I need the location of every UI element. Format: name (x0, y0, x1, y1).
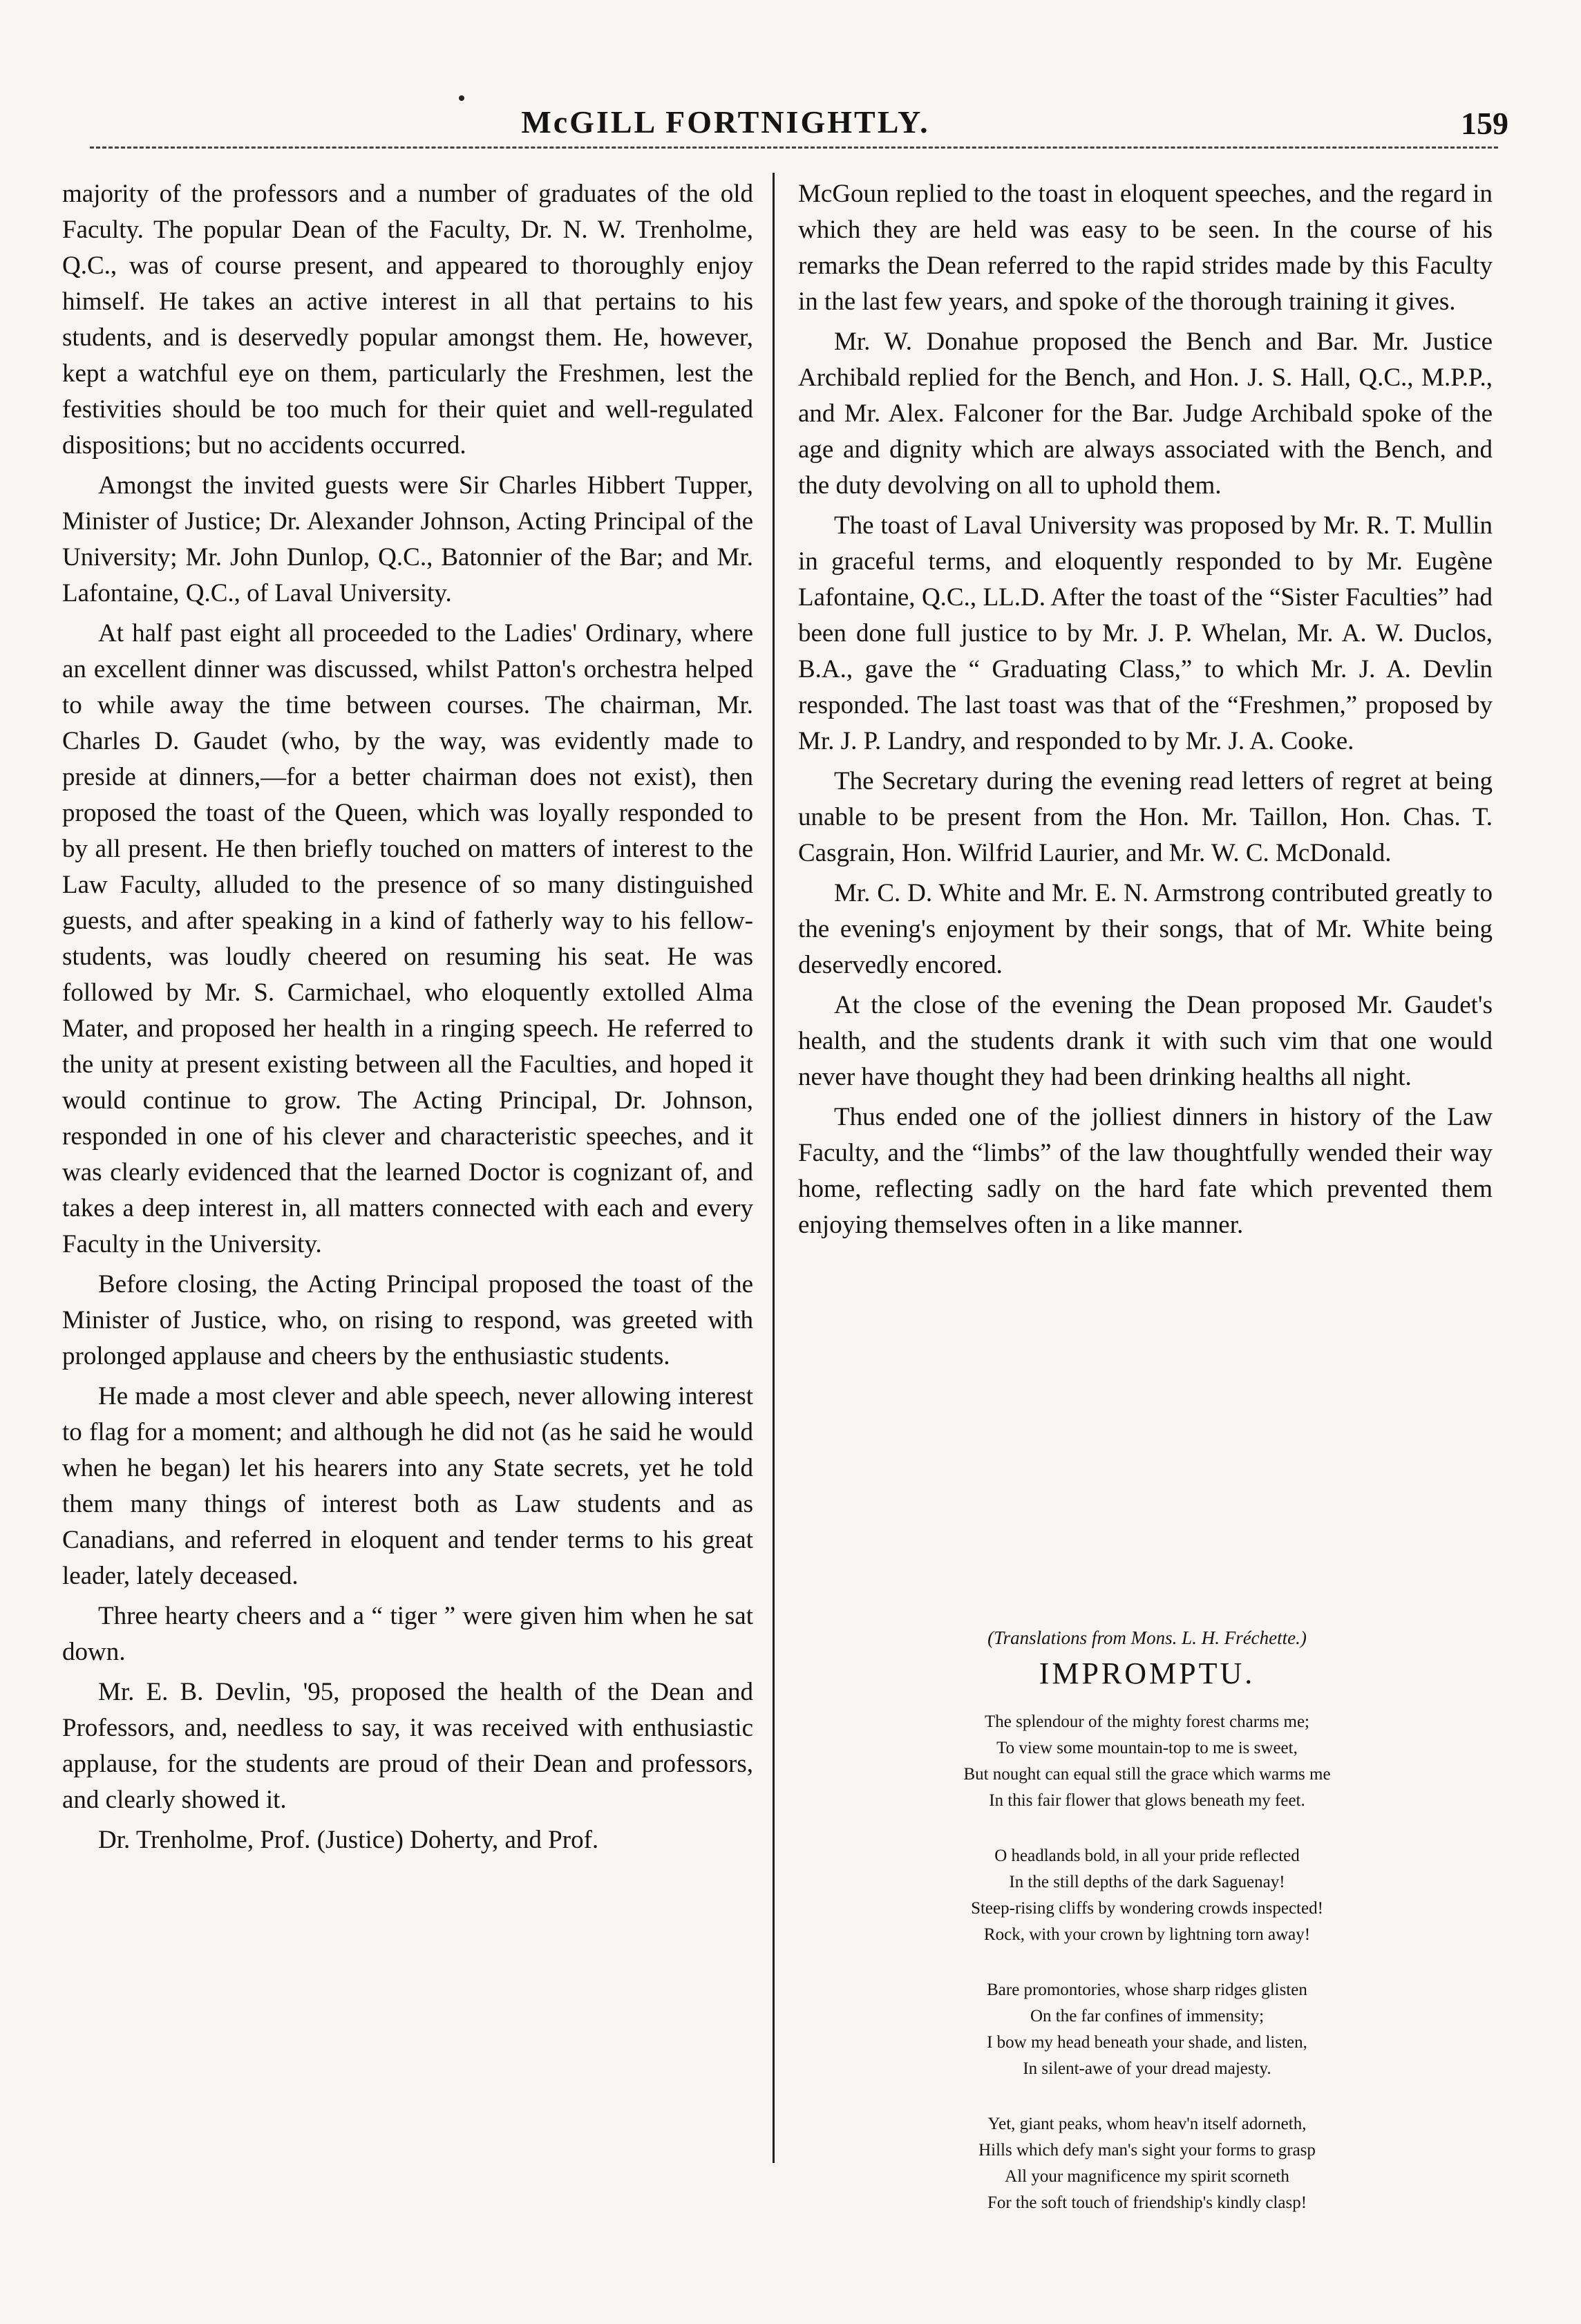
paragraph: Thus ended one of the jolliest dinners in history of the Law Faculty, and the “limbs” of the law thoughtfully wended their way home, reflecting sadly on the hard fate which prevented them enjoying themselves often in a like manner. (798, 1103, 1493, 1239)
paragraph: At half past eight all proceeded to the Ladies' Ordinary, where an excellent dinner was discussed, whilst Patton's orchestra helped to while away the time between courses. The chairman, Mr. Charles D. Gaudet (who, by the way, was evidently made to preside at dinners,—for a better chairman does not exist), then proposed the toast of the Queen, which was loyally responded to by all present. He then briefly touched on matters of interest to the Law Faculty, alluded to the presence of so many distinguished guests, and after speaking in a kind of fatherly way to his fellow-students, was loudly cheered on resuming his seat. He was followed by Mr. S. Carmichael, who eloquently extolled Alma Mater, and proposed her health in a ringing speech. He referred to the unity at present existing between all the Faculties, and hoped it would continue to grow. The Acting Principal, Dr. Johnson, responded in one of his clever and characteristic speeches, and it was clearly evidenced that the learned Doctor is cognizant of, and takes a deep interest in, all matters connected with each and every Faculty in the University. (62, 619, 753, 1258)
paragraph: Mr. E. B. Devlin, '95, proposed the health of the Dean and Professors, and, needless to say, it was received with enthusiastic applause, for the students are proud of their Dean and professors, and clearly showed it. (62, 1678, 753, 1814)
paragraph: The toast of Laval University was proposed by Mr. R. T. Mullin in graceful terms, and eloquently responded to by Mr. Eugène Lafontaine, Q.C., LL.D. After the toast of the “Sister Faculties” had been done full justice to by Mr. J. P. Whelan, Mr. A. W. Duclos, B.A., gave the “ Graduating Class,” to which Mr. J. A. Devlin responded. The last toast was that of the “Freshmen,” proposed by Mr. J. P. Landry, and responded to by Mr. J. A. Cooke. (798, 511, 1493, 755)
poem-line: The splendour of the mighty forest charms me; (984, 1712, 1310, 1731)
paragraph: majority of the professors and a number of graduates of the old Faculty. The popular Dean of the Faculty, Dr. N. W. Trenholme, Q.C., was of course present, and appeared to thoroughly enjoy himself. He takes an active interest in all that pertains to his students, and is deservedly popular amongst them. He, however, kept a watchful eye on them, particularly the Freshmen, lest the festivities should be too much for their quiet and well-regulated dispositions; but no accidents occurred. (62, 180, 753, 460)
paragraph: Amongst the invited guests were Sir Charles Hibbert Tupper, Minister of Justice; Dr. Alexander Johnson, Acting Principal of the University; Mr. John Dunlop, Q.C., Batonnier of the Bar; and Mr. Lafontaine, Q.C., of Laval University. (62, 471, 753, 607)
right-column (798, 176, 1493, 1247)
poem-line: In this fair flower that glows beneath my feet. (989, 1791, 1305, 1810)
header-dot-ornament (459, 95, 464, 101)
paragraph: McGoun replied to the toast in eloquent speeches, and the regard in which they are held was easy to be seen. In the course of his remarks the Dean referred to the rapid strides made by this Faculty in the last few years, and spoke of the thorough training it gives. (798, 180, 1493, 316)
poem-stanza (802, 1843, 1493, 1948)
paragraph: Dr. Trenholme, Prof. (Justice) Doherty, and Prof. (98, 1826, 599, 1854)
poem-line: Hills which defy man's sight your forms to grasp (978, 2141, 1316, 2160)
page-number: 159 (1461, 106, 1508, 141)
paragraph: Mr. C. D. White and Mr. E. N. Armstrong contributed greatly to the evening's enjoyment by their songs, that of Mr. White being deservedly encored. (798, 879, 1493, 979)
paragraph: At the close of the evening the Dean proposed Mr. Gaudet's health, and the students drank it with such vim that one would never have thought they had been drinking healths all night. (798, 991, 1493, 1091)
poem-stanza (802, 2111, 1493, 2216)
poem-line: Rock, with your crown by lightning torn away! (983, 1925, 1311, 1944)
poem-line: I bow my head beneath your shade, and listen, (987, 2033, 1307, 2052)
poem-line: In silent-awe of your dread majesty. (1023, 2059, 1271, 2078)
poem-line: Steep-rising cliffs by wondering crowds inspected! (971, 1899, 1323, 1918)
page-header (0, 104, 1581, 159)
header-rule (90, 147, 1498, 149)
left-column (62, 176, 753, 1862)
poem (802, 1627, 1493, 2245)
paragraph: Mr. W. Donahue proposed the Bench and Bar. Mr. Justice Archibald replied for the Bench, and Hon. J. S. Hall, Q.C., M.P.P., and Mr. Alex. Falconer for the Bar. Judge Archibald spoke of the age and dignity which are always associated with the Bench, and the duty devolving on all to uphold them. (798, 328, 1493, 500)
poem-line: On the far confines of immensity; (1030, 2007, 1265, 2025)
poem-line: All your magnificence my spirit scorneth (1005, 2167, 1289, 2186)
poem-line: Bare promontories, whose sharp ridges glisten (987, 1981, 1307, 1999)
poem-line: Yet, giant peaks, whom heav'n itself adorneth, (987, 2115, 1307, 2133)
poem-stanza (802, 1709, 1493, 1814)
paragraph: The Secretary during the evening read letters of regret at being unable to be present from the Hon. Mr. Taillon, Hon. Chas. T. Casgrain, Hon. Wilfrid Laurier, and Mr. W. C. McDonald. (798, 767, 1493, 867)
journal-title: McGILL FORTNIGHTLY. (521, 104, 930, 140)
paragraph: Before closing, the Acting Principal proposed the toast of the Minister of Justice, who, on rising to respond, was greeted with prolonged applause and cheers by the enthusiastic students. (62, 1270, 753, 1370)
paragraph: He made a most clever and able speech, never allowing interest to flag for a moment; and although he did not (as he said he would when he began) let his hearers into any State secrets, yet he told them many things of interest both as Law students and as Canadians, and referred in eloquent and tender terms to his great leader, lately deceased. (62, 1382, 753, 1590)
poem-title: IMPROMPTU. (1039, 1656, 1256, 1690)
paragraph: Three hearty cheers and a “ tiger ” were given him when he sat down. (62, 1602, 753, 1666)
poem-line: O headlands bold, in all your pride reflected (994, 1846, 1300, 1865)
poem-stanza (802, 1977, 1493, 2082)
poem-line: But nought can equal still the grace which warms me (963, 1765, 1331, 1784)
poem-line: For the soft touch of friendship's kindly clasp! (987, 2193, 1307, 2212)
poem-line: In the still depths of the dark Saguenay! (1009, 1873, 1285, 1891)
column-divider (773, 173, 775, 2163)
poem-line: To view some mountain-top to me is sweet, (996, 1739, 1298, 1757)
poem-credit: (Translations from Mons. L. H. Fréchette.) (987, 1627, 1307, 1648)
